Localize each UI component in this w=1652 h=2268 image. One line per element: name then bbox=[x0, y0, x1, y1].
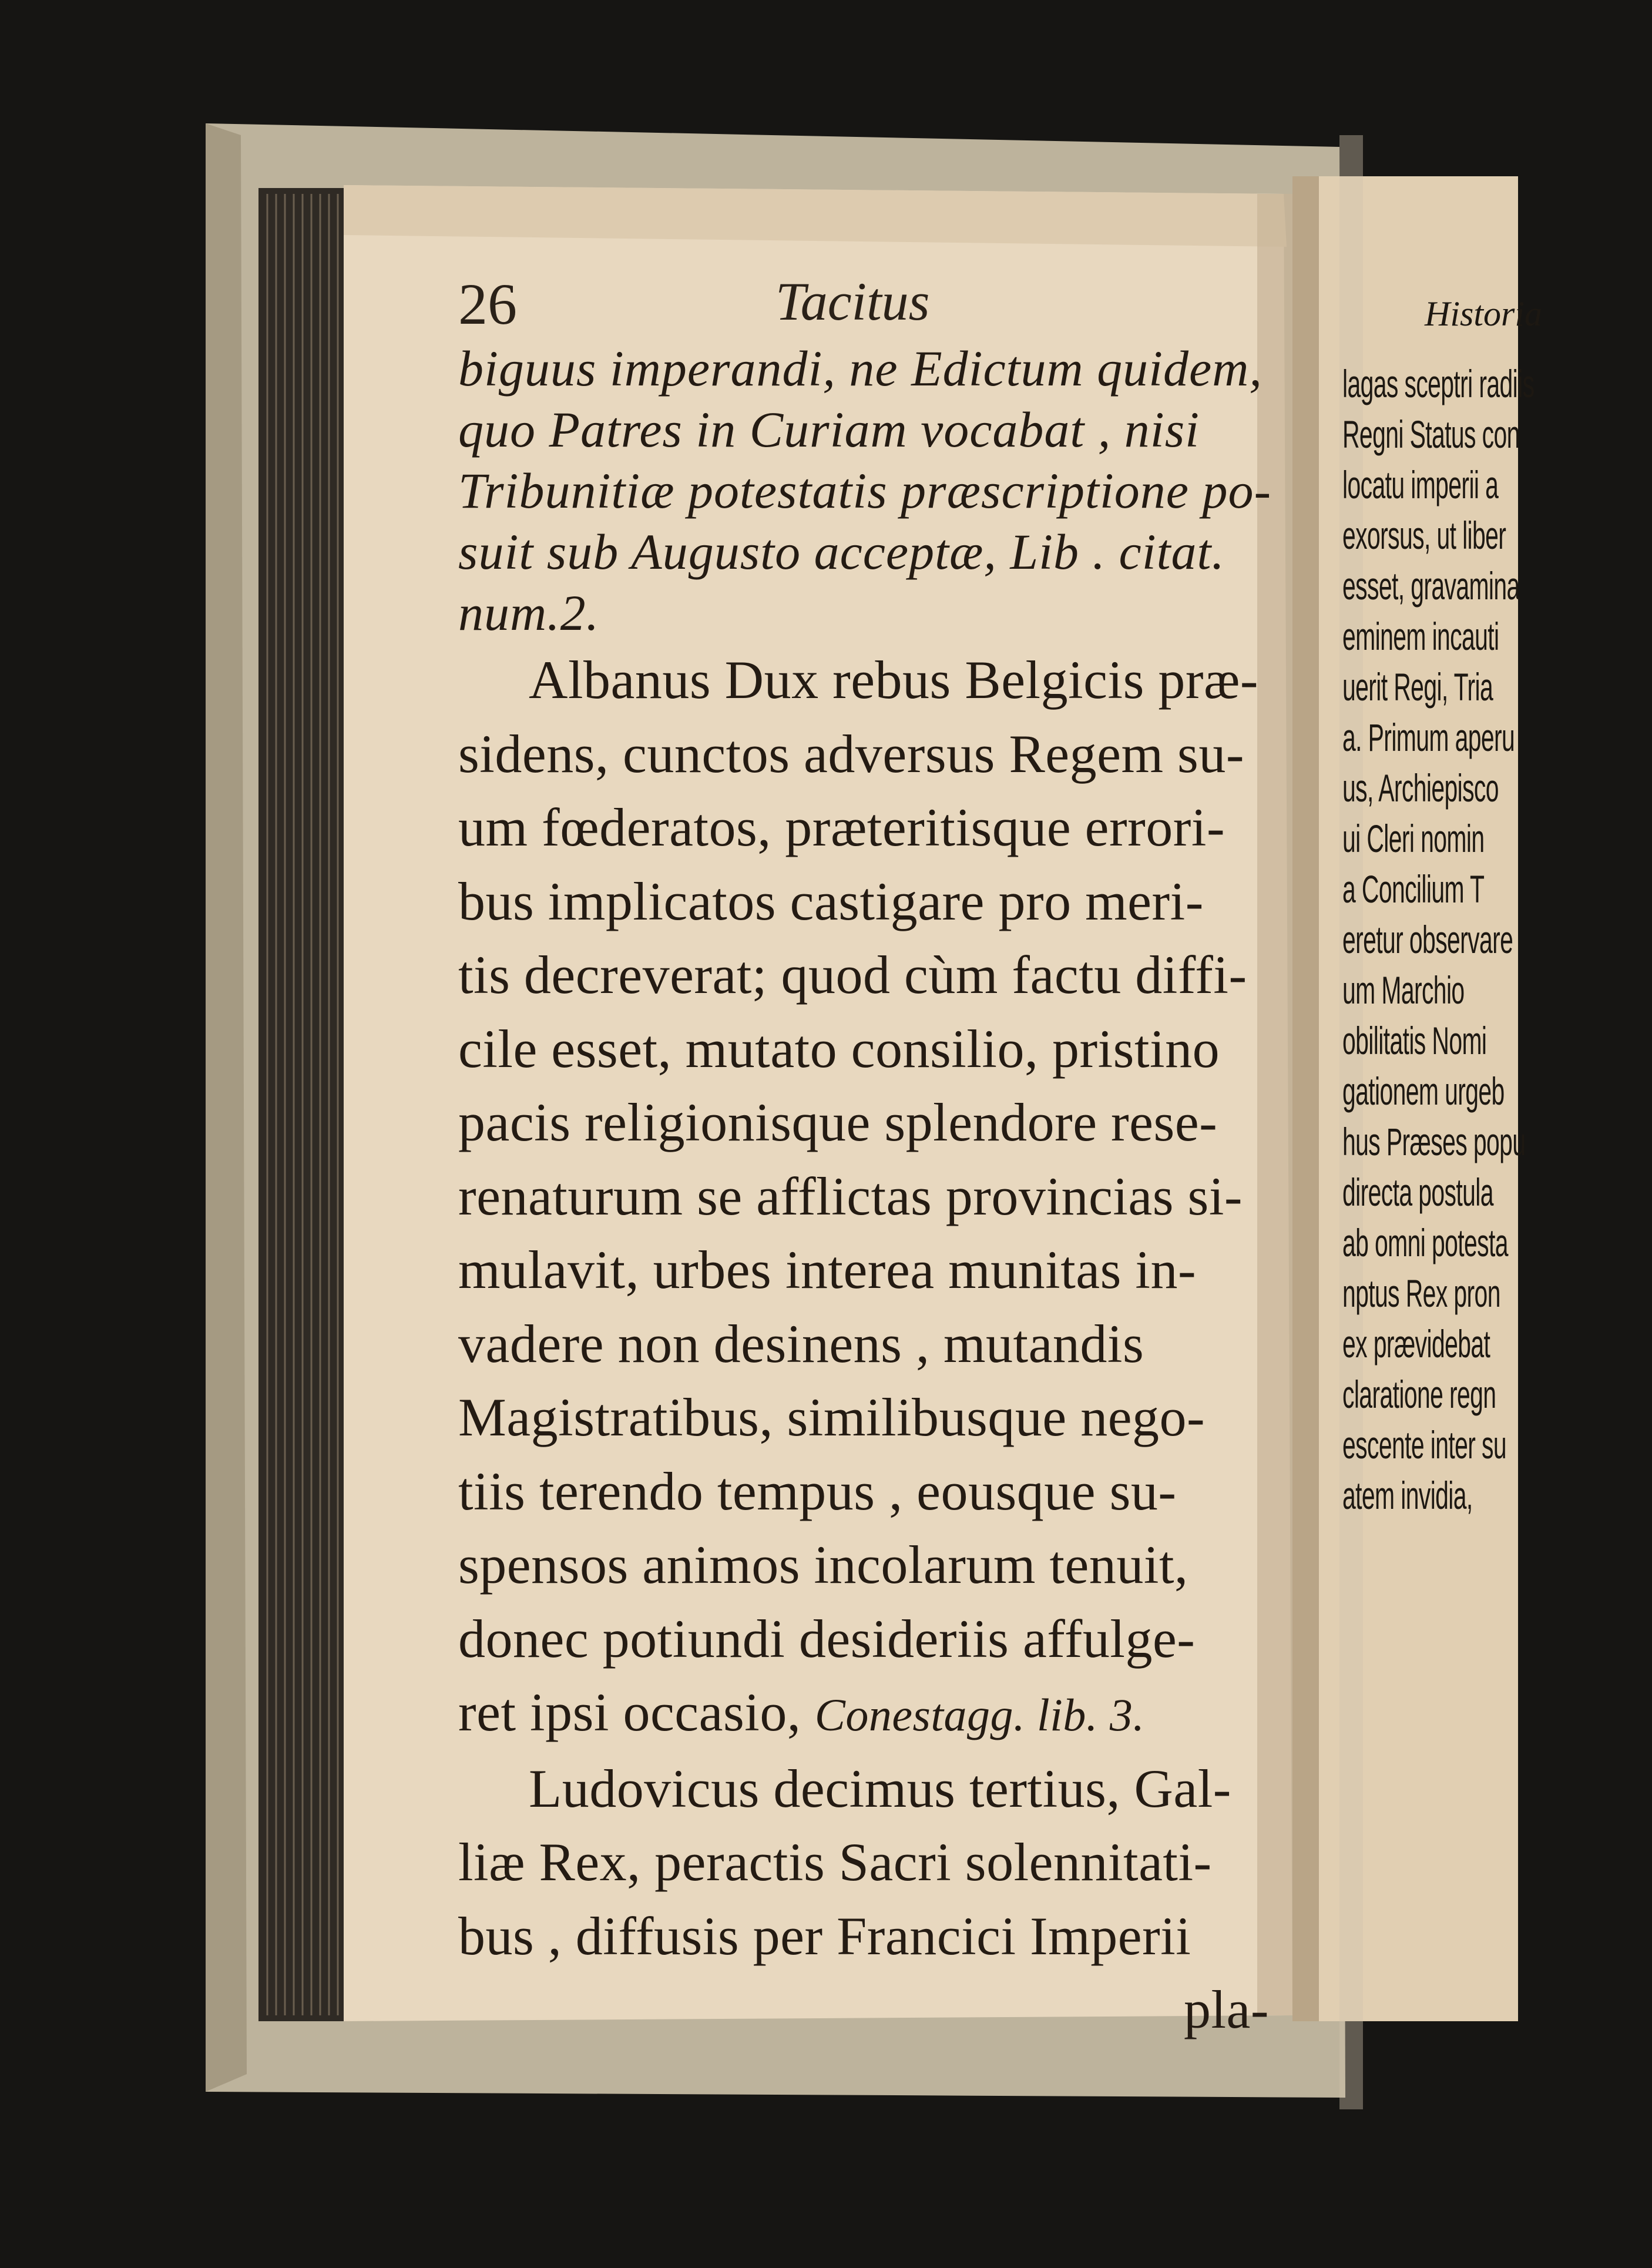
facing-line: ex prævidebat bbox=[1342, 1322, 1490, 1366]
facing-line: claratione regn bbox=[1342, 1373, 1496, 1416]
facing-line: lagas sceptri radiis bbox=[1342, 362, 1535, 405]
facing-running-head: Historia bbox=[1425, 294, 1543, 333]
text-line: quo Patres in Curiam vocabat , nisi bbox=[458, 401, 1200, 458]
facing-text-lines bbox=[1342, 358, 1652, 1521]
text-line: cile esset, mutato consilio, pristino bbox=[458, 1018, 1220, 1079]
facing-line: uerit Regi, Tria bbox=[1342, 665, 1493, 709]
facing-line: exorsus, ut liber bbox=[1342, 514, 1506, 557]
facing-line: a Concilium T bbox=[1342, 867, 1485, 911]
running-head: Tacitus bbox=[775, 271, 930, 331]
citation: Conestagg. lib. 3. bbox=[814, 1689, 1145, 1740]
paragraph-start-line: Ludovicus decimus tertius, Gal- bbox=[529, 1758, 1231, 1819]
text-line: bus implicatos castigare pro meri- bbox=[458, 871, 1204, 931]
facing-line: nptus Rex pron bbox=[1342, 1271, 1500, 1315]
facing-line: eminem incauti bbox=[1342, 615, 1499, 658]
facing-line: escente inter su bbox=[1342, 1423, 1506, 1467]
facing-line: hus Præses popu bbox=[1342, 1120, 1526, 1163]
text-line: um fœderatos, præteritisque errori- bbox=[458, 797, 1225, 857]
text-line: vadere non desinens , mutandis bbox=[458, 1313, 1144, 1374]
facing-line: a. Primum aperu bbox=[1342, 716, 1515, 759]
facing-page-fragment bbox=[1337, 270, 1543, 2033]
text-line: spensos animos incolarum tenuit, bbox=[458, 1535, 1188, 1595]
facing-line: directa postula bbox=[1342, 1170, 1493, 1214]
catchword: pla- bbox=[1183, 1980, 1269, 2039]
text-line: pacis religionisque splendore rese- bbox=[458, 1092, 1218, 1152]
page-number: 26 bbox=[458, 271, 517, 337]
text-line: bus , diffusis per Francici Imperii bbox=[458, 1905, 1191, 1966]
facing-line: atem invidia, bbox=[1342, 1474, 1473, 1517]
paragraph-start-line: Albanus Dux rebus Belgicis præ- bbox=[529, 650, 1259, 710]
facing-line: esset, gravamina bbox=[1342, 564, 1520, 608]
main-text-block bbox=[458, 338, 1292, 2047]
text-line: suit sub Augusto acceptæ, Lib . citat. bbox=[458, 524, 1225, 580]
page-header bbox=[458, 270, 1269, 341]
text-line-with-citation bbox=[458, 1676, 1292, 1752]
text-line: tis decreverat; quod cùm factu diffi- bbox=[458, 945, 1247, 1005]
text-line: mulavit, urbes interea munitas in- bbox=[458, 1240, 1197, 1300]
text-line: liæ Rex, peractis Sacri solennitati- bbox=[458, 1832, 1212, 1892]
facing-line: ab omni potesta bbox=[1342, 1221, 1508, 1264]
text-line: sidens, cunctos adversus Regem su- bbox=[458, 723, 1244, 784]
facing-line: Regni Status con bbox=[1342, 412, 1520, 456]
facing-line: obilitatis Nomi bbox=[1342, 1019, 1487, 1062]
text-line: num.2. bbox=[458, 585, 600, 641]
facing-line: us, Archiepisco bbox=[1342, 766, 1499, 810]
facing-line: gationem urgeb bbox=[1342, 1069, 1505, 1113]
facing-line: locatu imperii a bbox=[1342, 463, 1499, 506]
text-line: renaturum se afflictas provincias si- bbox=[458, 1166, 1243, 1226]
text-line: biguus imperandi, ne Edictum quidem, bbox=[458, 340, 1262, 397]
facing-line: ui Cleri nomin bbox=[1342, 817, 1485, 860]
text-line: tiis terendo tempus , eousque su- bbox=[458, 1461, 1177, 1521]
text-line: Magistratibus, similibusque nego- bbox=[458, 1387, 1206, 1447]
facing-line: um Marchio bbox=[1342, 968, 1465, 1012]
facing-line: eretur observare bbox=[1342, 918, 1513, 961]
text-line: Tribunitiæ potestatis præscriptione po- bbox=[458, 462, 1272, 519]
text-segment: ret ipsi occasio, bbox=[458, 1682, 801, 1742]
text-line: donec potiundi desideriis affulge- bbox=[458, 1608, 1196, 1669]
